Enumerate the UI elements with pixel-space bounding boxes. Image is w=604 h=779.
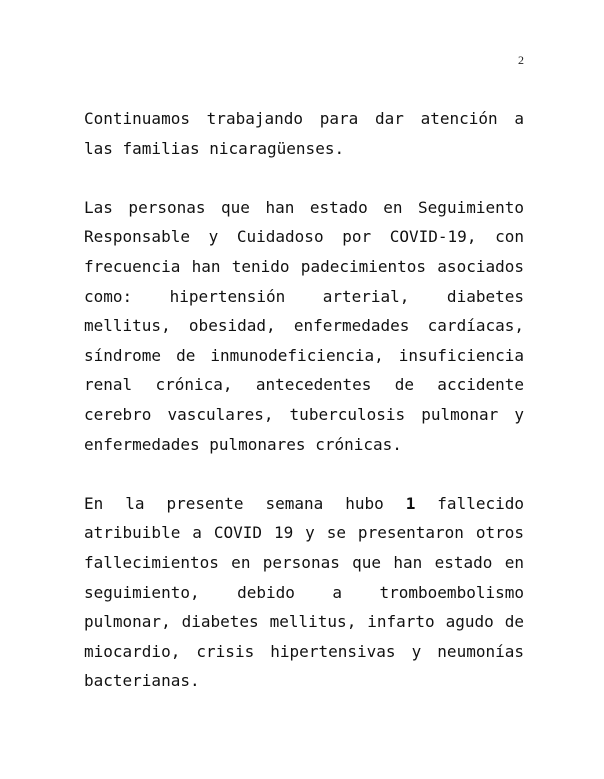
paragraph-intro: Continuamos trabajando para dar atención a las familias nicaragüenses. <box>84 109 524 158</box>
page-number: 2 <box>518 53 524 67</box>
paragraph-comorbidities: Las personas que han estado en Seguimiento Responsable y Cuidadoso por COVID-19, con frecuencia han tenido padecimientos asociados como: hipertensión arterial, diabetes mellitus, obesidad, enfermedades cardíacas, síndrome de inmunodeficiencia, insuficiencia renal crónica, antecedentes de accidente cerebro vasculares, tuberculosis pulmonar y enfermedades pulmonares crónicas. <box>84 197 524 454</box>
document-body <box>84 104 524 696</box>
death-count: 1 <box>405 493 416 513</box>
paragraph-deaths-text-after: fallecido atribuible a COVID 19 y se presentaron otros fallecimientos en personas que han estado en seguimiento, debido a tromboembolismo pulmonar, diabetes mellitus, infarto agudo de miocardio, crisis hipertensivas y neumonías bacterianas. <box>84 493 524 691</box>
paragraph-deaths-text-before: En la presente semana hubo <box>84 493 406 513</box>
paragraph-deaths <box>84 489 524 696</box>
